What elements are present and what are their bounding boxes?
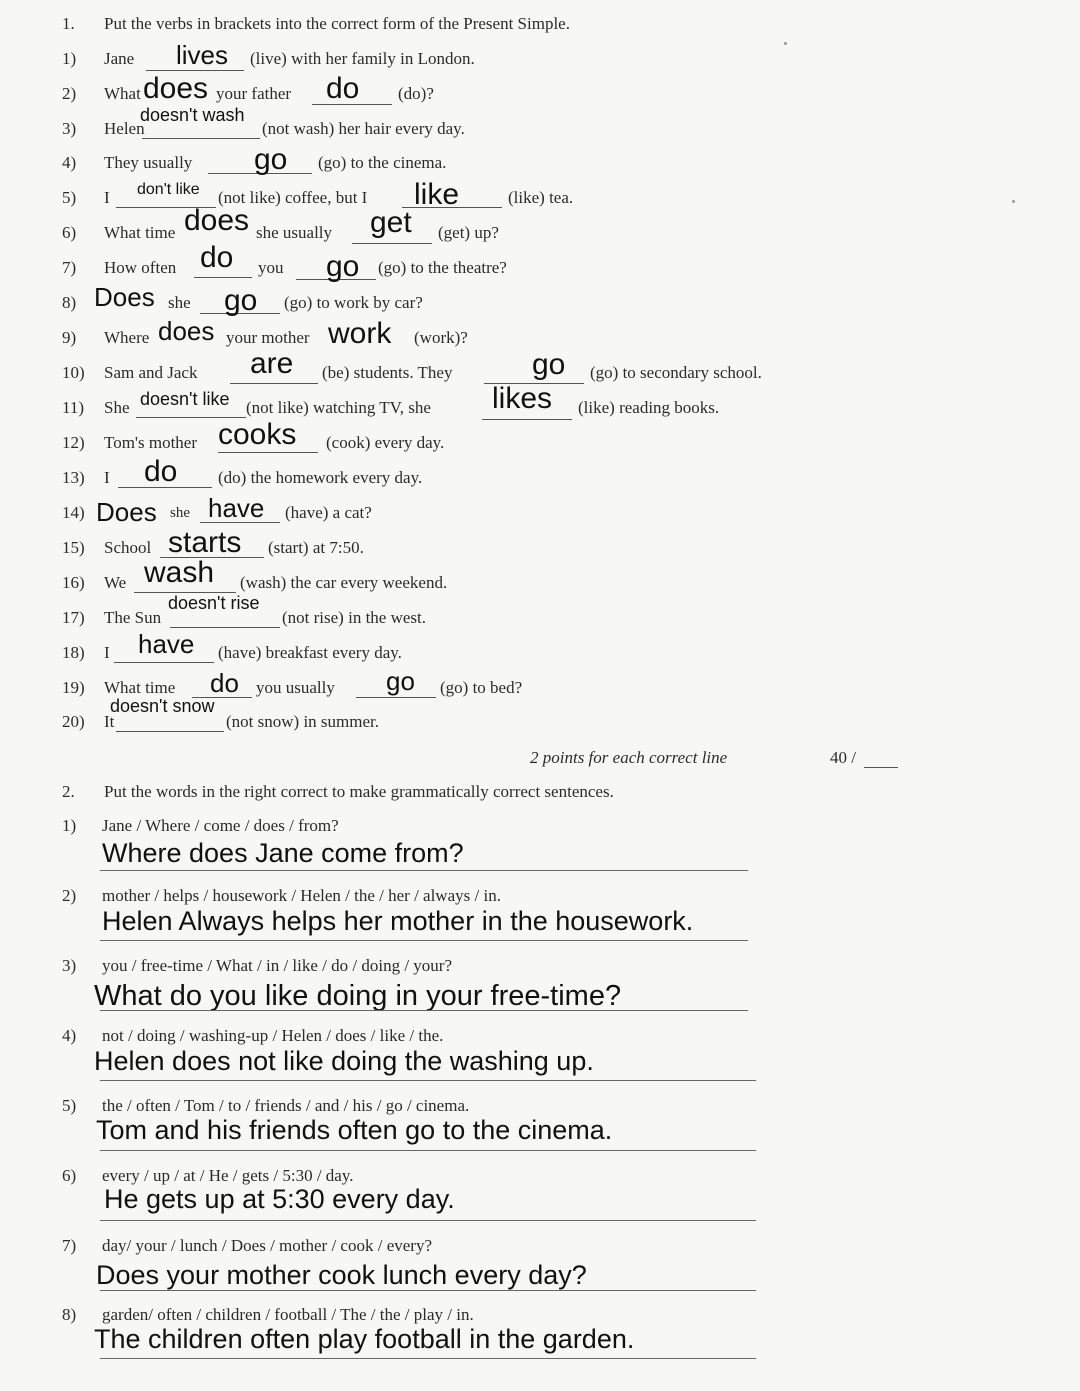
answer-field[interactable]: does [158, 316, 215, 346]
answer-field[interactable]: don't like [137, 181, 200, 198]
sentence-answer[interactable]: Helen Always helps her mother in the housework. [102, 906, 694, 936]
item-number: 4) [62, 1026, 77, 1045]
item-number: 12) [62, 433, 85, 452]
item-text: School [104, 538, 152, 557]
item-text: Tom's mother [104, 433, 198, 452]
item-number: 3) [62, 119, 77, 138]
item-text: I [104, 643, 110, 662]
sentence-answer[interactable]: Tom and his friends often go to the cinema. [96, 1115, 613, 1145]
sentence-answer[interactable]: Where does Jane come from? [102, 838, 464, 868]
answer-field[interactable]: do [144, 455, 178, 488]
item-text: Jane [104, 49, 135, 68]
item-prompt: not / doing / washing-up / Helen / does / like / the. [102, 1026, 444, 1045]
answer-field[interactable]: Does [96, 497, 157, 527]
item-text: she usually [256, 223, 333, 242]
item-number: 14) [62, 503, 85, 522]
answer-blank [114, 662, 214, 663]
item-text: (do) the homework every day. [218, 468, 423, 487]
sentence-answer[interactable]: Does your mother cook lunch every day? [96, 1260, 587, 1290]
item-number: 17) [62, 608, 85, 627]
item-text: She [104, 398, 130, 417]
answer-line [100, 1358, 756, 1359]
item-text: (wash) the car every weekend. [240, 573, 448, 592]
item-number: 6) [62, 223, 77, 242]
answer-field[interactable]: does [184, 204, 250, 237]
answer-field[interactable]: do [326, 72, 360, 105]
answer-field[interactable]: go [224, 284, 258, 317]
answer-field[interactable]: have [208, 493, 265, 523]
item-number: 11) [62, 398, 85, 417]
item-text: (have) a cat? [285, 503, 372, 522]
item-number: 18) [62, 643, 85, 662]
item-text: It [104, 712, 115, 731]
answer-field[interactable]: doesn't like [140, 389, 230, 409]
item-text: (like) tea. [508, 188, 574, 207]
item-text: (go) to secondary school. [590, 363, 762, 382]
answer-field[interactable]: like [414, 178, 460, 211]
sentence-answer[interactable]: The children often play football in the garden. [94, 1324, 635, 1354]
section1-number: 1. [62, 14, 75, 33]
item-prompt: mother / helps / housework / Helen / the / her / always / in. [102, 886, 501, 905]
item-number: 3) [62, 956, 77, 975]
item-text: (not wash) her hair every day. [262, 119, 465, 138]
item-number: 2) [62, 886, 77, 905]
item-number: 1) [62, 816, 77, 835]
item-number: 1) [62, 49, 77, 68]
item-text: (work)? [414, 328, 468, 347]
answer-field[interactable]: do [200, 241, 234, 274]
item-text: (go) to bed? [440, 678, 523, 697]
answer-line [100, 870, 748, 871]
item-text: (not like) coffee, but I [218, 188, 368, 207]
item-text: What time [104, 678, 176, 697]
item-text: (not like) watching TV, she [246, 398, 431, 417]
item-text: Where [104, 328, 150, 347]
item-text: you [258, 258, 284, 277]
item-text: (do)? [398, 84, 434, 103]
item-text: (not snow) in summer. [226, 712, 379, 731]
item-text: (go) to work by car? [284, 293, 423, 312]
item-number: 7) [62, 258, 77, 277]
answer-line [100, 1010, 748, 1011]
item-text: (be) students. They [322, 363, 453, 382]
item-text: your mother [226, 328, 310, 347]
answer-line [100, 1080, 756, 1081]
item-number: 10) [62, 363, 85, 382]
answer-field[interactable]: does [143, 72, 209, 105]
item-text: (have) breakfast every day. [218, 643, 402, 662]
item-text: The Sun [104, 608, 162, 627]
answer-field[interactable]: go [532, 348, 566, 381]
answer-field[interactable]: doesn't snow [110, 696, 215, 716]
answer-field[interactable]: likes [492, 382, 553, 415]
item-number: 15) [62, 538, 85, 557]
scan-speck [784, 42, 787, 45]
answer-blank [230, 383, 318, 384]
answer-field[interactable]: cooks [218, 418, 297, 451]
answer-field[interactable]: go [386, 666, 415, 696]
item-number: 8) [62, 1305, 77, 1324]
item-text: We [104, 573, 127, 592]
item-number: 6) [62, 1166, 77, 1185]
item-prompt: day/ your / lunch / Does / mother / cook / every? [102, 1236, 432, 1255]
item-prompt: you / free-time / What / in / like / do / doing / your? [102, 956, 453, 975]
item-text: I [104, 188, 110, 207]
scan-speck [1012, 200, 1015, 203]
answer-blank [194, 277, 252, 278]
item-text: Helen [104, 119, 145, 138]
item-text: your father [216, 84, 292, 103]
item-prompt: garden/ often / children / football / The / the / play / in. [102, 1305, 474, 1324]
item-text: she [168, 293, 191, 312]
score-blank[interactable] [864, 767, 898, 768]
item-text: How often [104, 258, 177, 277]
answer-line [100, 1290, 756, 1291]
sentence-answer[interactable]: What do you like doing in your free-time? [94, 980, 622, 1012]
item-text: (cook) every day. [326, 433, 445, 452]
answer-field[interactable]: are [250, 347, 294, 380]
answer-blank [218, 452, 318, 453]
item-number: 20) [62, 712, 85, 731]
item-text: I [104, 468, 110, 487]
answer-blank [116, 731, 224, 732]
item-number: 9) [62, 328, 77, 347]
item-text: (like) reading books. [578, 398, 720, 417]
answer-blank [352, 243, 432, 244]
section1-instruction: Put the verbs in brackets into the correct form of the Present Simple. [104, 14, 570, 33]
item-text: Sam and Jack [104, 363, 198, 382]
section2-number: 2. [62, 782, 75, 801]
item-number: 7) [62, 1236, 77, 1255]
item-text: she [170, 505, 190, 521]
item-prompt: the / often / Tom / to / friends / and / his / go / cinema. [102, 1096, 470, 1115]
answer-field[interactable]: doesn't wash [140, 105, 245, 125]
item-text: They usually [104, 153, 193, 172]
answer-field[interactable]: work [328, 317, 392, 350]
score-label: 40 / [830, 748, 856, 767]
item-number: 8) [62, 293, 77, 312]
answer-line [100, 940, 748, 941]
item-text: (go) to the cinema. [318, 153, 447, 172]
answer-field[interactable]: starts [168, 526, 242, 559]
answer-field[interactable]: do [210, 668, 239, 698]
answer-field[interactable]: have [138, 629, 195, 659]
item-number: 2) [62, 84, 77, 103]
item-number: 16) [62, 573, 85, 592]
item-number: 5) [62, 188, 77, 207]
answer-field[interactable]: wash [144, 556, 215, 589]
answer-line [100, 1220, 756, 1221]
item-text: What time [104, 223, 176, 242]
item-number: 19) [62, 678, 85, 697]
answer-field[interactable]: Does [94, 282, 155, 312]
answer-blank [142, 138, 260, 139]
answer-field[interactable]: go [254, 143, 288, 176]
answer-blank [356, 697, 436, 698]
item-prompt: Jane / Where / come / does / from? [102, 816, 339, 835]
answer-field[interactable]: go [326, 250, 360, 283]
sentence-answer[interactable]: He gets up at 5:30 every day. [104, 1184, 455, 1214]
answer-blank [170, 627, 280, 628]
item-text: (not rise) in the west. [282, 608, 426, 627]
answer-line [100, 1150, 756, 1151]
item-number: 13) [62, 468, 85, 487]
answer-blank [482, 419, 572, 420]
sentence-answer[interactable]: Helen does not like doing the washing up. [94, 1046, 594, 1076]
answer-blank [146, 70, 244, 71]
item-text: (start) at 7:50. [268, 538, 364, 557]
answer-field[interactable]: lives [176, 40, 229, 70]
answer-field[interactable]: doesn't rise [168, 593, 260, 613]
item-text: (live) with her family in London. [250, 49, 475, 68]
points-label: 2 points for each correct line [530, 748, 728, 767]
item-number: 5) [62, 1096, 77, 1115]
answer-field[interactable]: get [370, 206, 412, 239]
item-text: (go) to the theatre? [378, 258, 507, 277]
section2-instruction: Put the words in the right correct to make grammatically correct sentences. [104, 782, 614, 801]
item-text: What [104, 84, 141, 103]
item-number: 4) [62, 153, 77, 172]
item-text: you usually [256, 678, 335, 697]
item-text: (get) up? [438, 223, 499, 242]
item-prompt: every / up / at / He / gets / 5:30 / day. [102, 1166, 354, 1185]
